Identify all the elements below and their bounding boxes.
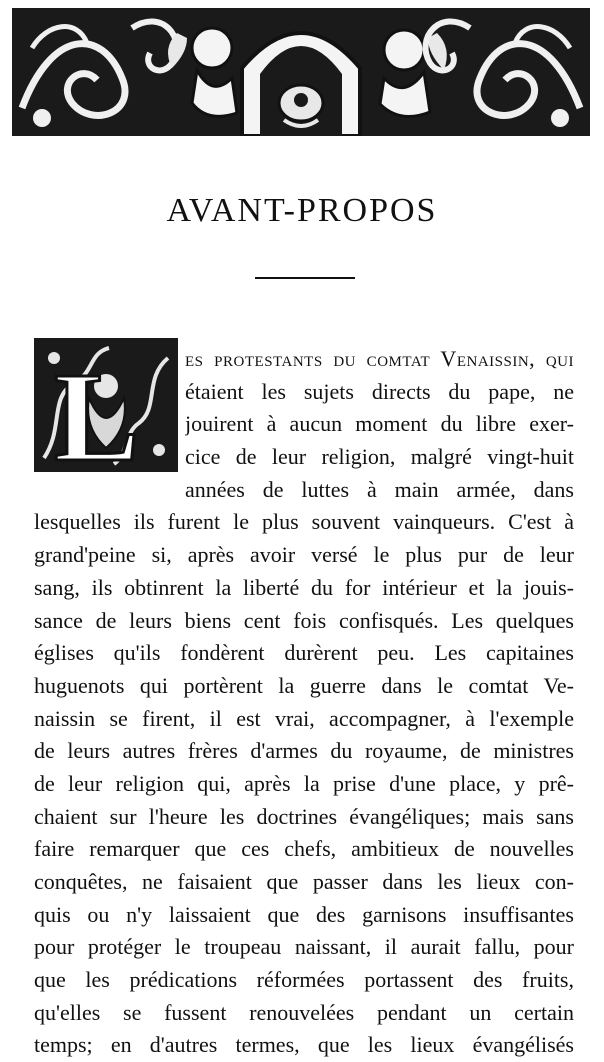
- body-line-16: faire remarquer que ces chefs, ambitieux de nouvelles: [34, 836, 574, 862]
- title-divider: [255, 277, 355, 279]
- body-line-19: pour protéger le troupeau naissant, il aurait fallu, pour: [34, 934, 574, 960]
- body-line-11: huguenots qui portèrent la guerre dans le comtat Ve-: [34, 672, 574, 698]
- body-line-2: étaient les sujets directs du pape, ne: [185, 378, 574, 404]
- body-line-9: sance de leurs biens cent fois confisqués. Les quelques: [34, 607, 574, 633]
- body-line-20: que les prédications réformées portassent des fruits,: [34, 967, 574, 993]
- body-line-5: années de luttes à main armée, dans: [185, 476, 574, 502]
- body-text: [34, 343, 574, 1062]
- body-line-6: lesquelles ils furent le plus souvent vainqueurs. C'est à: [34, 509, 574, 535]
- page-title: AVANT-PROPOS: [166, 192, 438, 229]
- body-line-4: cice de leur religion, malgré vingt-huit: [185, 444, 574, 470]
- body-line-13: de leurs autres frères d'armes du royaume, de ministres: [34, 738, 574, 764]
- body-line-21: qu'elles se fussent renouvelées pendant un certain: [34, 999, 574, 1025]
- body-line-22: temps; en d'autres termes, que les lieux évangélisés: [34, 1032, 574, 1058]
- body-line-18: quis ou n'y laissaient que des garnisons insuffisantes: [34, 901, 574, 927]
- body-line-10: églises qu'ils fondèrent durèrent peu. Les capitaines: [34, 640, 574, 666]
- header-ornament: [12, 8, 590, 136]
- body-line-14: de leur religion qui, après la prise d'une place, y prê-: [34, 770, 574, 796]
- line-text: es protestants du comtat Venaissin, qui: [185, 346, 574, 371]
- body-line-7: grand'peine si, après avoir versé le plus pur de leur: [34, 542, 574, 568]
- dropcap-letter: L: [54, 346, 140, 472]
- body-line-1: [185, 343, 574, 376]
- body-line-15: chaient sur l'heure les doctrines évangéliques; mais sans: [34, 803, 574, 829]
- body-line-8: sang, ils obtinrent la liberté du for intérieur et la jouis-: [34, 574, 574, 600]
- body-line-12: naissin se firent, il est vrai, accompagner, à l'exemple: [34, 705, 574, 731]
- body-line-17: conquêtes, ne faisaient que passer dans les lieux con-: [34, 869, 574, 894]
- body-line-3: jouirent à aucun moment du libre exer-: [185, 411, 574, 437]
